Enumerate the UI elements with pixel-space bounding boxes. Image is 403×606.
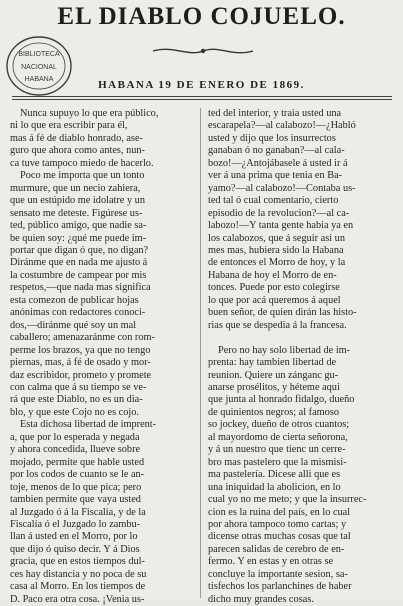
text-line: ca tuve tampoco miedo de hacerlo. [10,157,154,169]
text-line: mes mas, hubiera sido la Habana [208,244,344,256]
text-line: murmure, que un necio zahiera, [10,182,141,194]
text-line: ted, público amigo, que nadie sa- [10,220,147,232]
dateline: HABANA 19 DE ENERO DE 1869. [98,79,305,91]
text-line: los calabozos, que á seguir asi un [208,232,345,244]
text-line: buen señor, de quien dirán las histo- [208,307,357,319]
text-line: gracia, que en estos tiempos dul- [10,556,145,568]
text-line: caballero; amenazaránme con rom- [10,332,155,344]
text-line: al Juzgado ó á la Fiscalía, y de la [10,506,146,518]
text-line: rá que este Diablo, no es un dia- [10,394,143,406]
text-line: con calma que á su tiempo se ve- [10,381,147,393]
header-rule [12,96,392,97]
text-line: y á un nuestro que tienc un cerre- [208,444,346,456]
text-line: la costumbre de campear por mis [10,269,147,281]
text-line: Habana de hoy el Morro de en- [208,269,337,281]
text-line: Fiscalía ó el Juzgado lo zambu- [10,518,141,530]
text-line: episodio de la revolucion?—al ca- [208,207,350,219]
stamp-line-3: HABANA [24,76,54,83]
text-line: Esta dichosa libertad de imprent- [20,419,157,431]
text-line: be quien soy: ¿qué me puede im- [10,232,147,244]
text-line: al mayordomo de cierta señorona, [208,431,348,443]
article-column-right [208,108,392,605]
text-line: Pero no hay solo libertad de im- [218,344,351,356]
stamp-line-1: BIBLIOTECA [18,51,60,58]
text-line: por ahora tampoco tomo cartas; y [208,518,347,530]
text-line: escarapela?—al calabozo!—¿Habló [208,120,356,132]
text-line: tonces. Puede por esto colegirse [208,282,340,294]
text-line: anónimas con redactores conoci- [10,307,146,319]
text-line: D. Paco era otra cosa. ¡Venia us- [10,593,145,605]
text-line: mojado, permite que hable usted [10,456,145,468]
text-line: ma pastelería. Dicese alli que es [208,469,341,481]
text-line: que junta al honrado fidalgo, dueño [208,394,355,406]
text-line: tambien permite que vaya usted [10,494,141,506]
header-rule-thin [12,99,392,100]
text-line: por los codos de cuanto se le an- [10,469,145,481]
text-line: perme los brazos, ya que no tengo [10,344,151,356]
text-line: y ahora concedida, llueve sobre [10,444,141,456]
text-line: respetos,—que nada mas significa [10,282,151,294]
text-line [208,332,392,344]
text-line: ted tal ó cual comentario, cierto [208,195,339,207]
text-line: fermo. Y en estas y en otras se [208,556,334,568]
text-line: guro que ahora como antes, nun- [10,145,145,157]
text-line: bro mas pastelero que la mismisi- [208,456,347,468]
text-line: cual yo no me meto; y que la insurrec- [208,494,367,506]
text-line: lo que por acá queremos á aquel [208,294,341,306]
text-line: rias que se despedia á la francesa. [208,319,347,331]
text-line: portar que digan ó que, no digan? [10,244,149,256]
text-line: cion es la ruina del país, en lo cual [208,506,351,518]
newspaper-masthead: EL DIABLO COJUELO. [57,3,346,30]
text-line: esta comezon de publicar hojas [10,294,139,306]
text-line: reunion. Quiere un zánganc gu- [208,369,339,381]
text-line: dicho muy grandes cosas. [208,593,314,605]
text-line: parecen salidas de cerebro de en- [208,543,345,555]
text-line: ni lo que era escribir para él, [10,120,128,132]
text-line: prenta: hay tambien libertad de [208,357,337,369]
text-line: Poco me importa que un tonto [20,170,145,182]
text-line: que dijo ó quiso decir. Y á Dios [10,543,140,555]
text-line: Nunca supuyo lo que era público, [20,108,159,119]
text-line: labozo!—Y tanta gente habia ya en [208,220,354,232]
text-line: daz escribidor, prometo y promete [10,369,152,381]
stamp-line-2: NACIONAL [21,64,57,71]
text-line: so jockey, dueño de otros cuantos; [208,419,350,431]
text-line: a, que por lo esperada y negada [10,431,140,443]
text-line: de quinientos negros; al famoso [208,406,339,418]
ornament-divider [148,44,258,58]
text-line: dos,—diránme qué soy un mal [10,319,137,331]
text-line: que un estúpido me idolatre y un [10,195,145,207]
text-line: bozo!—¿Antojábasele á usted ir á [208,157,348,169]
text-line: anarse prosélitos, y héteme aqui [208,381,340,393]
text-line: piernas, mas, á fé de osado y mor- [10,357,151,369]
text-line: mas á fé de diablo honrado, ase- [10,132,143,144]
text-line: ces hay distancia y no poca de su [10,568,147,580]
text-line: dicense otras muchas cosas que tal [208,531,351,543]
column-divider [200,108,201,598]
text-line: Diránme que en nada me ajusto á [10,257,148,269]
article-column-left [10,108,192,605]
text-line: ganaban ó no ganaban?—al cala- [208,145,345,157]
text-line: blo, y que este Cojo no es cojo. [10,406,139,418]
text-line: toje, menos de lo que pica; pero [10,481,142,493]
text-line: casa al Morro. En los tiempos de [10,581,146,593]
text-line: yamo?—al calabozo!—Contaba us- [208,182,356,194]
text-line: de entonces el Morro de hoy, y la [208,257,346,269]
text-line: tisfechos los parlanchines de haber [208,581,352,593]
text-line: concluye la importante sesion, sa- [208,568,348,580]
text-line: llan á usted en el Morro, por lo [10,531,138,543]
text-line: una iniquidad la abolicion, en lo [208,481,341,493]
text-line: ted del interior, y traia usted una [208,108,342,119]
text-line: sensato me deteste. Figúrese us- [10,207,143,219]
text-line: ver á una prima que tenia en Ba- [208,170,343,182]
text-line: usted y dijo que los insurrectos [208,132,336,144]
